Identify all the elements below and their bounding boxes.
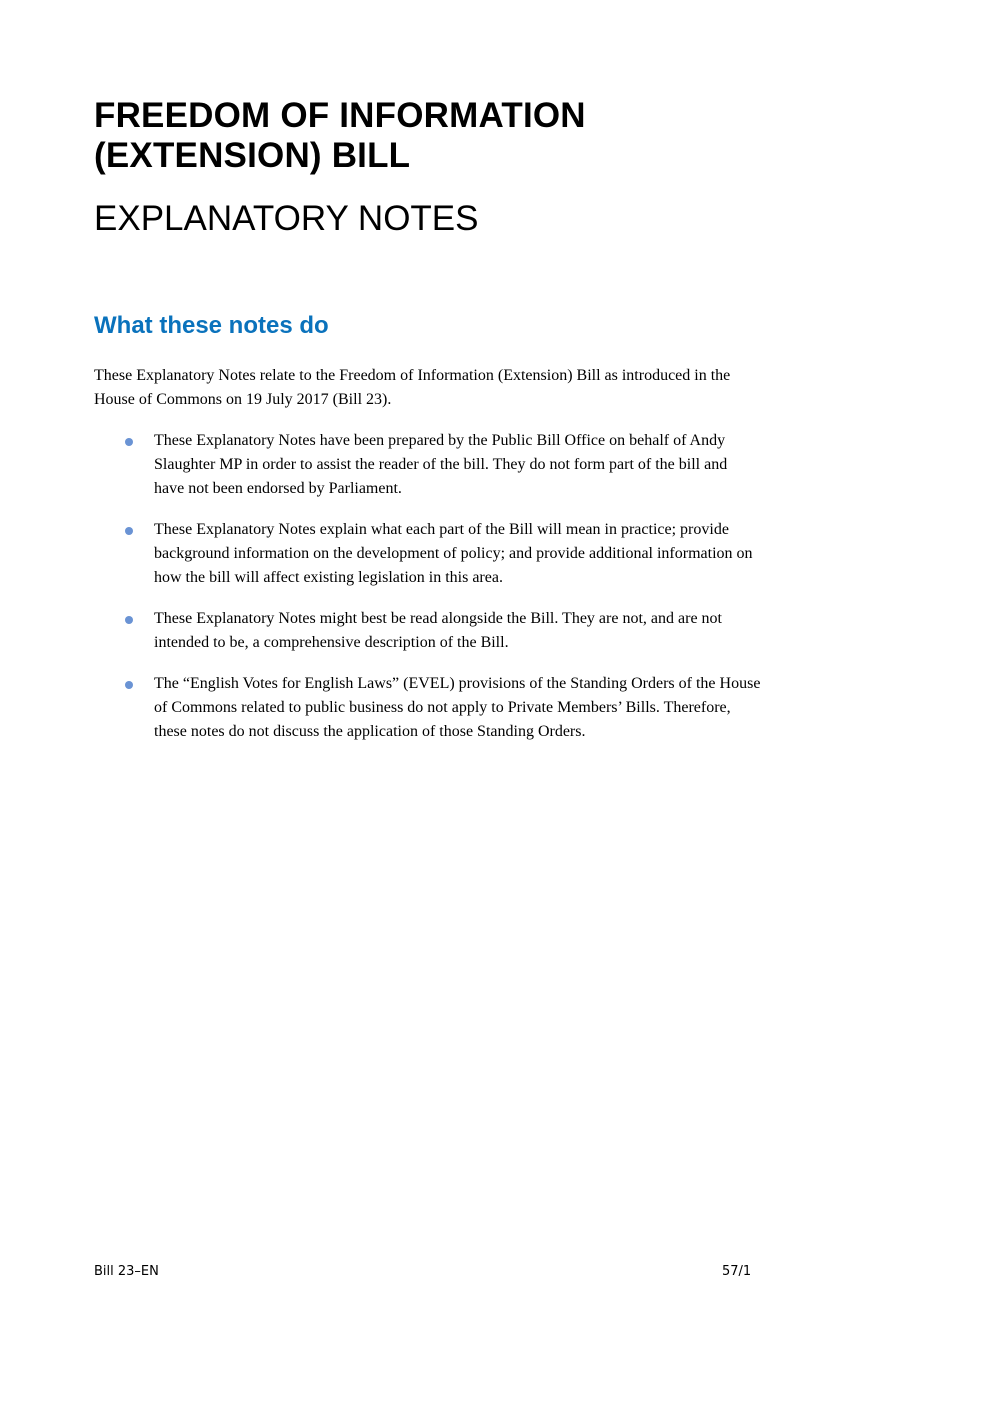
bullet-text-line: Slaughter MP in order to assist the reader of the bill. They do not form part of the bill and (154, 456, 728, 473)
document-subtitle: EXPLANATORY NOTES (94, 199, 479, 238)
intro-paragraph (94, 364, 854, 412)
footer-bill-reference: Bill 23–EN (94, 1264, 159, 1279)
bullet-text-line: The “English Votes for English Laws” (EVEL) provisions of the Standing Orders of the House (154, 675, 761, 692)
intro-line-1: These Explanatory Notes relate to the Freedom of Information (Extension) Bill as introduced in the (94, 367, 731, 384)
bullet-item (0, 672, 864, 744)
bullet-text-line: of Commons related to public business do not apply to Private Members’ Bills. Therefore, (154, 699, 731, 716)
title-line-2: (EXTENSION) BILL (94, 136, 411, 175)
bullet-dot-icon (125, 681, 133, 689)
bullet-list (0, 429, 991, 761)
bullet-text-line: have not been endorsed by Parliament. (154, 480, 402, 497)
title-line-1: FREEDOM OF INFORMATION (94, 96, 586, 135)
bullet-item (0, 607, 864, 655)
bullet-text-line: intended to be, a comprehensive description of the Bill. (154, 634, 509, 651)
intro-line-2: House of Commons on 19 July 2017 (Bill 23). (94, 391, 392, 408)
footer-code: 57/1 (722, 1264, 752, 1279)
bullet-item (0, 518, 864, 590)
section-heading: What these notes do (94, 312, 329, 339)
bullet-text-line: These Explanatory Notes might best be read alongside the Bill. They are not, and are not (154, 610, 722, 627)
bullet-text-line: how the bill will affect existing legislation in this area. (154, 569, 503, 586)
bullet-dot-icon (125, 616, 133, 624)
bullet-text-line: These Explanatory Notes have been prepared by the Public Bill Office on behalf of Andy (154, 432, 726, 449)
bullet-text-line: These Explanatory Notes explain what each part of the Bill will mean in practice; provide (154, 521, 729, 538)
bullet-dot-icon (125, 527, 133, 535)
bullet-text-line: these notes do not discuss the application of those Standing Orders. (154, 723, 586, 740)
bullet-text-line: background information on the development of policy; and provide additional information on (154, 545, 753, 562)
bullet-item (0, 429, 864, 501)
bullet-dot-icon (125, 438, 133, 446)
document-title (94, 96, 586, 176)
